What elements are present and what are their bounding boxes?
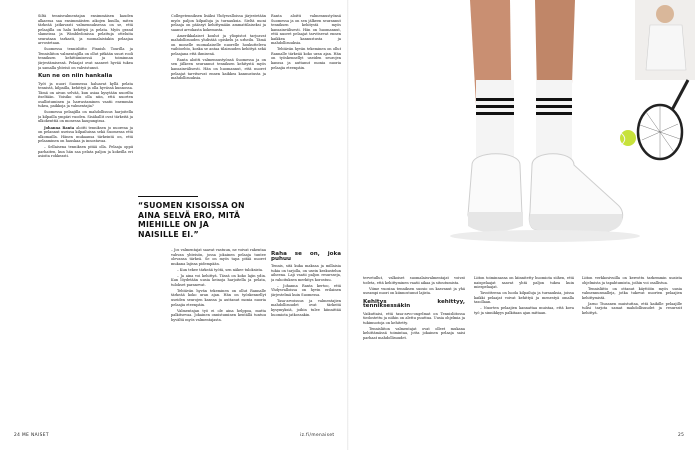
paragraph: – Johanna Ranta kertoo, että Yhdysvalloissa on hyvin erilainen järjestelmä kuin Suomessa. — [271, 283, 341, 297]
paragraph: Valmentajan työ ei ole aina helppoa, mutta palkitsevaa. Jokainen onnistuminen kentällä tuntuu hyvältä myös valmentajasta. — [171, 308, 266, 322]
section-subheading: Kehitys kehittyy, tenniksessäkin — [363, 298, 465, 310]
tennis-player-photo — [360, 0, 696, 270]
section-subheading: Raha se on, joka puhuu — [271, 251, 341, 262]
paragraph: Suomessa pelaajilla on mahdollisuus harjoitella ja kilpailla ympäri vuoden. Sisähallit ovat tärkeitä ja ulkokenttiä on monessa kaupungissa. — [38, 110, 133, 124]
paragraph: Viime vuosina tenniksen suosio on kasvanut ja yhä useampi nuori on kiinnostunut lajista. — [363, 286, 465, 296]
bold-lead-name: Johanna Ranta — [44, 125, 75, 130]
pull-quote — [138, 196, 248, 239]
paragraph: – Jos valmentajat saavat vastuun, ne voivat rakentaa vahvan yhteisön, jossa jokainen pelaaja tuntee olevansa tärkeä. Se on myös tapa pitää nuoret mukana lajissa pidempään. — [171, 248, 266, 266]
paragraph: Tasa-arvoisuus ja valmentajien mahdollisuudet ovat tärkeitä kysymyksiä, joihin tulee kiinnittää huomiota jatkossakin. — [271, 298, 341, 317]
paragraph-text: aloitti tenniksen jo nuorena ja on pelannut useissa kilpailuissa sekä Suomessa että ulkomailla. Hänen mukaansa tärkeintä on, että pelaaminen on hauskaa ja innostavaa. — [38, 125, 133, 144]
paragraph: Vaikuttaisi, että tasa-arvo-ongelmat on Tennisliitossa tiedostettu ja niihin on alettu puuttua. Uusia ohjelmia ja tukimuotoja on kehitetty. — [363, 311, 465, 325]
paragraph: – Kun tekee tärkeää työtä, sen näkee tuloksista. — [177, 267, 264, 272]
paragraph: Tennis, sitä kuka maksaa ja millaisia tukia on tarjolla, on usein keskustelun aiheena. Laji vaatii paljon resursseja, ja rahoituksen merkitys korostuu. — [271, 264, 341, 282]
paragraph: Ranta aloitti valmennustyönsä Suomessa ja on sen jälkeen seurannut tenniksen kehitystä myös kansainvälisesti. Hän on huomannut, että nuoret pelaajat tarvitsevat ennen kaikkea kannustusta ja mahdollisuuksia. — [271, 14, 341, 46]
section-subheading: Kun ne on niin hankalia — [38, 73, 113, 80]
article-column-2 — [171, 14, 266, 192]
paragraph: Liiton toiminnassa on kiinnitetty huomiota siihen, että naispelaajat saavat yhtä paljon tukea kuin miespelaajat. — [474, 276, 574, 290]
pull-quote-text: “SUOMEN KISOISSA ON AINA SELVÄ ERO, MITÄ MIEHILLE ON JA NAISILLE EI.” — [138, 201, 245, 239]
folio-url: iz.fi/menaiset — [300, 433, 335, 438]
paragraph: – Ja aina voi kehittyä. Tässä on koko lajin ydin. Kun löydetään uusia keinoja harjoitella ja pelata, tulokset paranevat. — [171, 273, 266, 287]
paragraph: Tennisliiton valmentajat ovat olleet mukana kehittämässä toimintaa, jotta jokainen pelaaja saisi parhaat mahdollisuudet. — [363, 326, 465, 341]
page-gutter — [347, 0, 349, 450]
paragraph: Tavoitteena on luoda kilpailuja ja turnauksia, joissa kaikki pelaajat voivat kehittyä ja menestyä omalla tasollaan. — [474, 291, 574, 305]
paragraph: Työt ja nuori Suomessa haluavat kyllä pelata tennistä, kilpailla, kehittyä ja olla hyvässä kunnossa. Tämä on aivan selvää, kun asiaa kysytään nuorilta itseltään. Voisiko siis olla niin, että nuorten osallistuminen ja harrastaminen vaatii enemmän tukea, paikkoja ja valmentajia? — [38, 81, 133, 109]
paragraph: tervetullut, valkoiset suomalaisvalmentajat voivat todeta, että kehittyminen vaatii aikaa ja sitoutumista. — [363, 276, 465, 285]
paragraph: Tehtävän hyvän tekeminen on ollut Rannalle tärkeää koko uran ajan. Hän on työskennellyt useiden seurojen kanssa ja auttanut monia nuoria pelaajia eteenpäin. — [271, 47, 341, 70]
article-column-4 — [363, 276, 465, 436]
quote-rule — [138, 196, 198, 197]
paragraph: Amerikkalaiset koulut ja yliopistot tarjoavat mahdollisuuden yhdistää opiskelu ja urheilu. Tämä on monelle suomalaiselle nuorelle houkutteleva vaihtoehto, koska se antaa tilaisuuden kehittyä sekä pelaajana että ihmisenä. — [171, 33, 266, 56]
paragraph: Suomessa tennisliitto Finnish Tourilla ja Tennisliiton valmentajilla on ollut pitkään suuri rooli tenniksen kehittämisessä ja toiminnan järjestämisessä. Pelaajat ovat saaneet hyvää tukea ja samalla yhteisö on vahvistunut. — [38, 47, 133, 70]
article-column-1 — [38, 14, 133, 440]
paragraph: Tennisliitto on ottanut käyttöön myös uusia valmennusmalleja, jotka tukevat nuorten pelaajien kehittymistä. — [582, 286, 682, 300]
folio-right: 25 — [678, 433, 685, 438]
paragraph: Tehtävän hyvän tekeminen on ollut Rannalle tärkeää koko uran ajan. Hän on työskennellyt useiden seurojen kanssa ja auttanut monia nuoria pelaajia eteenpäin. — [171, 288, 266, 307]
folio-left: 24 ME NAISET — [14, 433, 49, 438]
article-column-5 — [474, 276, 574, 436]
paragraph: Jarno Tiusanen muistuttaa, että kaikille pelaajille tulisi tarjota samat mahdollisuudet ja resurssit kehittyä. — [582, 301, 682, 315]
paragraph: Liiton verkkosivuilla on kerrottu tarkemmin uusista ohjelmista ja tapahtumista, joihin voi osallistua. — [582, 276, 682, 285]
paragraph: Siltä tennisvalmentajan ensimmäisen kauden alkaessa saa ensimmäisten aikojen kuulla, miten tärkeää jatkuvasti valmennuksessa on se, että pelaajilla on halu kehittyä ja pelata. Myös grand slameissa ja Wimbledonissa pelattuja otteluita seurataan tarkasti, ja suomalaistakin pelaajaa arvostetaan. — [38, 14, 133, 46]
paragraph: Collegetenniksen lisäksi Yhdysvalloissa järjestetään myös paljon kilpailuja ja turnauksia. Sieltä moni pelaaja on päässyt kehittymään ammattilaiseksi ja saanut arvokasta kokemusta. — [171, 14, 266, 32]
article-column-3 — [271, 14, 341, 192]
paragraph: Ranta aloitti valmennustyönsä Suomessa ja on sen jälkeen seurannut tenniksen kehitystä myös kansainvälisesti. Hän on huomannut, että nuoret pelaajat tarvitsevat ennen kaikkea kannustusta ja mahdollisuuksia. — [171, 57, 266, 81]
paragraph: – Sellaisena tenniksen pitää olla. Pelaaja oppii parhaiten, kun hän saa pelata paljon ja kokeilla eri asioita rohkeasti. — [38, 145, 133, 159]
article-column-3-lower — [271, 248, 341, 438]
article-column-2-lower — [171, 248, 266, 438]
paragraph: – Nuorten pelaajien kannattaa muistaa, että kova työ ja sinnikkyys palkitaan ajan mittaan. — [474, 306, 574, 315]
